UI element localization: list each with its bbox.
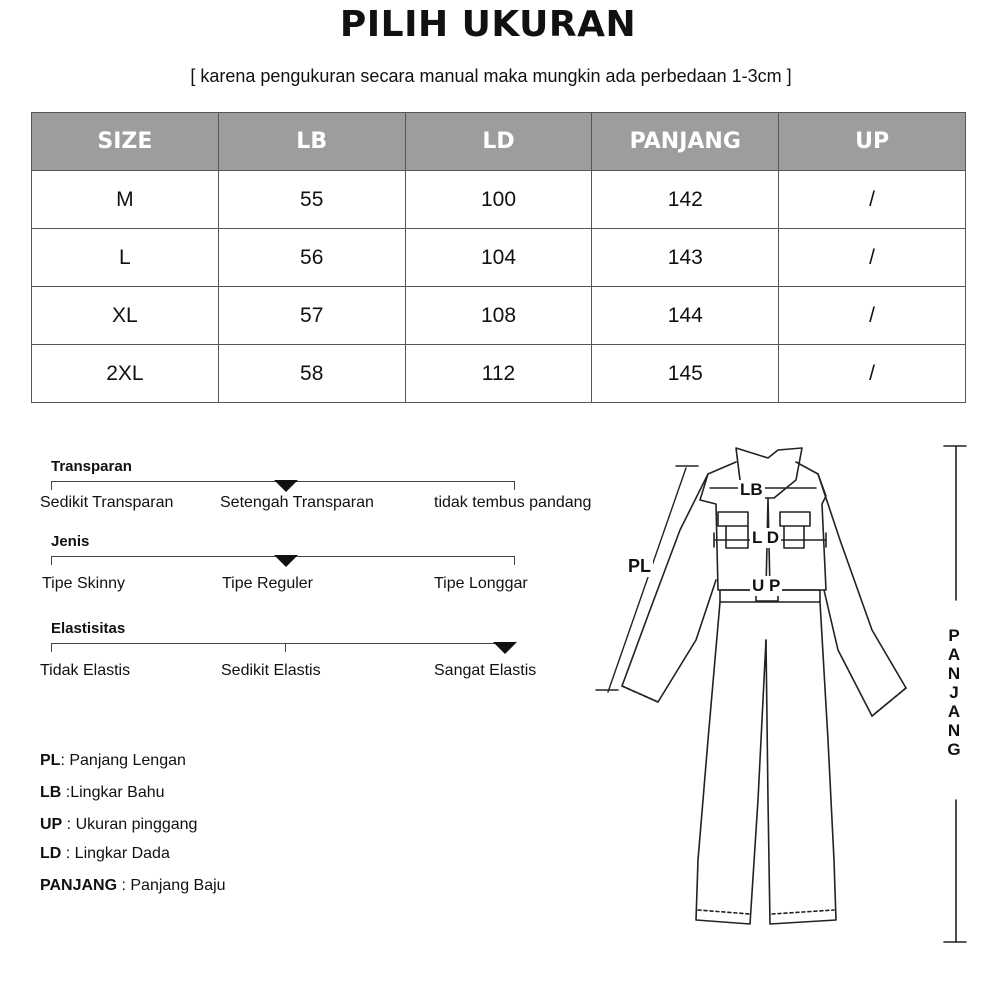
- table-cell: 104: [405, 229, 592, 287]
- left-pocket: [718, 512, 748, 548]
- scale-tick: [285, 643, 286, 652]
- table-cell: /: [779, 171, 966, 229]
- page-subtitle: [ karena pengukuran secara manual maka mungkin ada perbedaan 1-3cm ]: [190, 66, 792, 86]
- legend-item: [40, 816, 197, 834]
- scale-option: Setengah Transparan: [220, 494, 374, 511]
- header-ld: LD: [405, 113, 592, 171]
- table-cell: 143: [592, 229, 779, 287]
- scale-label: Jenis: [51, 533, 90, 550]
- legend-text: : Ukuran pinggang: [62, 816, 198, 833]
- jumpsuit-measurement-figure: [590, 440, 970, 950]
- scale-option: Sangat Elastis: [434, 662, 537, 679]
- size-table: [31, 112, 966, 403]
- scale-label: Elastisitas: [51, 620, 126, 637]
- legend-abbr: PANJANG: [40, 877, 118, 894]
- right-sleeve: [818, 474, 906, 716]
- table-cell: 58: [218, 345, 405, 403]
- table-cell: /: [779, 287, 966, 345]
- left-sleeve: [622, 474, 716, 702]
- selected-marker-icon: [274, 480, 298, 492]
- scale-transparan: [40, 458, 640, 538]
- legend-text: : Panjang Baju: [117, 877, 226, 894]
- table-cell: 2XL: [32, 345, 219, 403]
- scale-tick: [51, 556, 52, 565]
- scale-line: [51, 643, 515, 644]
- lb-label: LB: [740, 480, 763, 499]
- legend-item: [40, 877, 226, 895]
- left-hem: [698, 910, 750, 914]
- table-row: [32, 287, 966, 345]
- table-cell: /: [779, 345, 966, 403]
- table-cell: M: [32, 171, 219, 229]
- table-cell: XL: [32, 287, 219, 345]
- legend-text: :Lingkar Bahu: [61, 784, 165, 801]
- table-row: [32, 229, 966, 287]
- panjang-label: P A N J A N G: [942, 626, 966, 759]
- table-cell: 100: [405, 171, 592, 229]
- header-up: UP: [779, 113, 966, 171]
- selected-marker-icon: [274, 555, 298, 567]
- table-cell: 55: [218, 171, 405, 229]
- table-cell: 56: [218, 229, 405, 287]
- up-label: U P: [752, 576, 781, 595]
- ld-label: L D: [752, 528, 780, 547]
- scale-option: Sedikit Elastis: [221, 662, 321, 679]
- header-lb: LB: [218, 113, 405, 171]
- page-title: PILIH UKURAN: [339, 4, 637, 45]
- header-panjang: PANJANG: [592, 113, 779, 171]
- right-pocket: [780, 512, 810, 548]
- scale-tick: [514, 481, 515, 490]
- scale-tick: [51, 643, 52, 652]
- scale-elastisitas: [40, 620, 640, 700]
- legend-item: [40, 845, 170, 863]
- legend-abbr: LD: [40, 845, 62, 862]
- scale-option: Sedikit Transparan: [40, 494, 174, 511]
- right-hem: [772, 910, 834, 914]
- scale-label: Transparan: [51, 458, 132, 475]
- legend-abbr: UP: [40, 816, 63, 833]
- scale-tick: [514, 556, 515, 565]
- scale-option: tidak tembus pandang: [434, 494, 592, 511]
- scale-jenis: [40, 533, 640, 613]
- pl-label: PL: [628, 556, 652, 576]
- table-cell: 108: [405, 287, 592, 345]
- legend-text: : Panjang Lengan: [60, 752, 186, 769]
- scale-option: Tipe Longgar: [434, 575, 528, 592]
- left-leg-outline: [696, 602, 766, 924]
- scale-tick: [51, 481, 52, 490]
- scale-option: Tidak Elastis: [40, 662, 131, 679]
- selected-marker-icon: [493, 642, 517, 654]
- jumpsuit-illustration: [590, 440, 970, 950]
- table-cell: 145: [592, 345, 779, 403]
- legend-abbr: PL: [40, 752, 61, 769]
- legend-abbr: LB: [40, 784, 62, 801]
- table-cell: 144: [592, 287, 779, 345]
- table-row: [32, 345, 966, 403]
- scale-option: Tipe Reguler: [222, 575, 314, 592]
- right-leg-outline: [766, 602, 836, 924]
- table-header-row: [32, 113, 966, 171]
- header-size: SIZE: [32, 113, 219, 171]
- legend-item: [40, 784, 165, 802]
- legend-text: : Lingkar Dada: [61, 845, 170, 862]
- table-cell: 112: [405, 345, 592, 403]
- scale-option: Tipe Skinny: [42, 575, 125, 592]
- table-cell: 142: [592, 171, 779, 229]
- table-cell: L: [32, 229, 219, 287]
- left-cuff: [622, 686, 658, 702]
- table-cell: 57: [218, 287, 405, 345]
- pl-measure-line: [608, 468, 686, 692]
- table-row: [32, 171, 966, 229]
- table-cell: /: [779, 229, 966, 287]
- legend-item: [40, 752, 186, 770]
